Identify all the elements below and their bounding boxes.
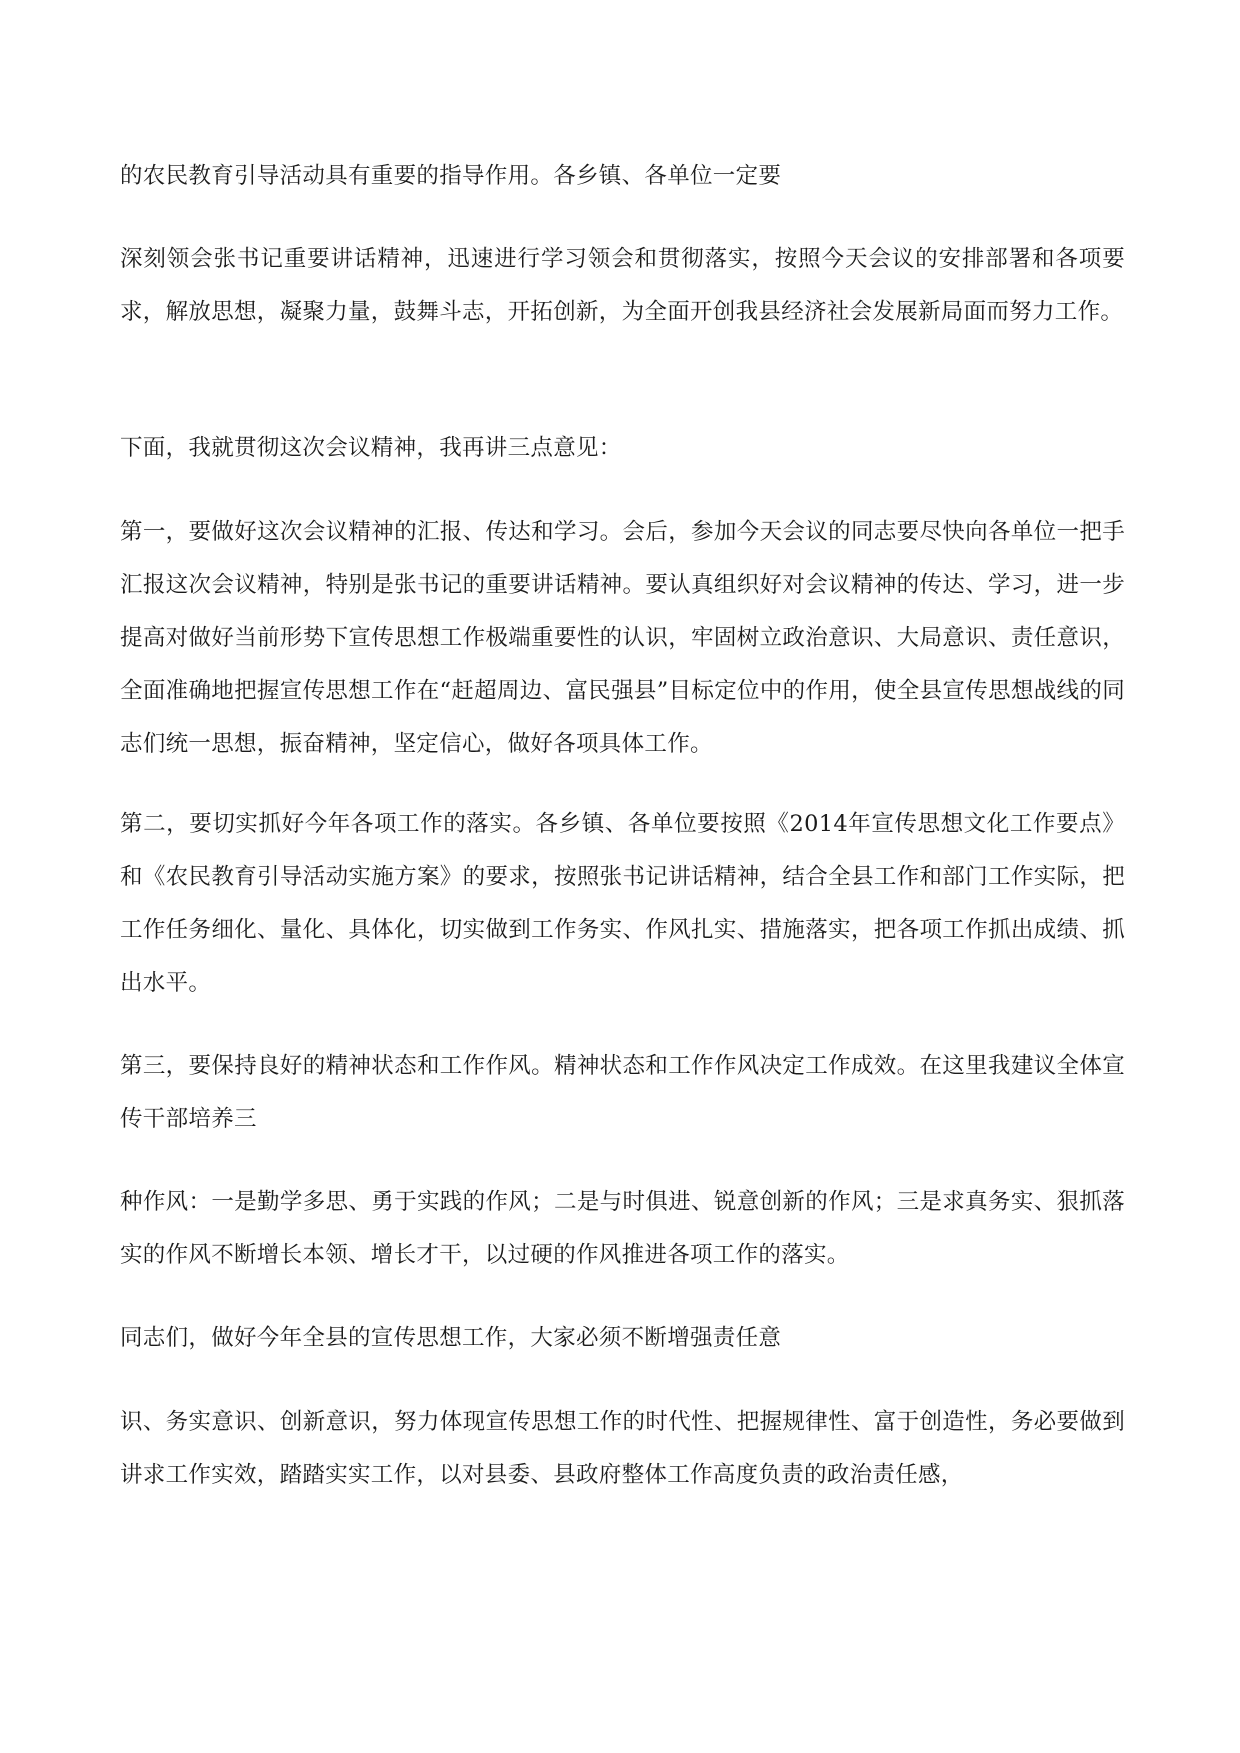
paragraph-8: 同志们，做好今年全县的宣传思想工作，大家必须不断增强责任意 <box>120 1325 782 1351</box>
paragraph-7: 种作风：一是勤学多思、勇于实践的作风；二是与时俱进、锐意创新的作风；三是求真务实、狠抓落实的作风不断增长本领、增长才干，以过硬的作风推进各项工作的落实。 <box>120 1189 1125 1268</box>
paragraph-5: 第二，要切实抓好今年各项工作的落实。各乡镇、各单位要按照《2014年宣传思想文化工作要点》和《农民教育引导活动实施方案》的要求，按照张书记讲话精神，结合全县工作和部门工作实际，把工作任务细化、量化、具体化，切实做到工作务实、作风扎实、措施落实，把各项工作抓出成绩、抓出水平。 <box>120 811 1125 996</box>
paragraph-6: 第三，要保持良好的精神状态和工作作风。精神状态和工作作风决定工作成效。在这里我建议全体宣传干部培养三 <box>120 1053 1125 1132</box>
paragraph-2: 深刻领会张书记重要讲话精神，迅速进行学习领会和贯彻落实，按照今天会议的安排部署和各项要求，解放思想，凝聚力量，鼓舞斗志，开拓创新，为全面开创我县经济社会发展新局面而努力工作。 <box>120 246 1125 325</box>
paragraph-1: 的农民教育引导活动具有重要的指导作用。各乡镇、各单位一定要 <box>120 163 782 189</box>
paragraph-9: 识、务实意识、创新意识，努力体现宣传思想工作的时代性、把握规律性、富于创造性，务必要做到讲求工作实效，踏踏实实工作，以对县委、县政府整体工作高度负责的政治责任感， <box>120 1409 1125 1488</box>
paragraph-3: 下面，我就贯彻这次会议精神，我再讲三点意见： <box>120 435 622 461</box>
paragraph-4: 第一，要做好这次会议精神的汇报、传达和学习。会后，参加今天会议的同志要尽快向各单位一把手汇报这次会议精神，特别是张书记的重要讲话精神。要认真组织好对会议精神的传达、学习，进一步提高对做好当前形势下宣传思想工作极端重要性的认识，牢固树立政治意识、大局意识、责任意识，全面准确地把握宣传思想工作在“赶超周边、富民强县”目标定位中的作用，使全县宣传思想战线的同志们统一思想，振奋精神，坚定信心，做好各项具体工作。 <box>120 519 1125 757</box>
